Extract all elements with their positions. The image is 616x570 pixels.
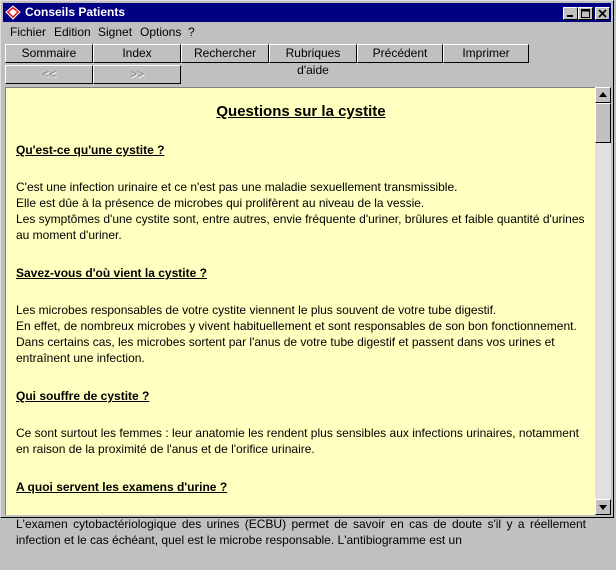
section-heading: Savez-vous d'où vient la cystite ? <box>16 266 207 280</box>
menu-help[interactable]: ? <box>188 25 195 39</box>
title-bar[interactable] <box>3 3 611 22</box>
rechercher-button[interactable]: Rechercher <box>181 44 269 63</box>
precedent-button[interactable]: Précédent <box>357 44 443 63</box>
rubriques-aide-button[interactable]: Rubriques d'aide <box>269 44 357 63</box>
index-button[interactable]: Index <box>93 44 181 63</box>
section-body: L'examen cytobactériologique des urines (ECBU) permet de savoir en cas de doute s'il y a réellement infection et le cas échéant, quel est le microbe responsable. L'antibiogramme est un <box>16 517 586 547</box>
scroll-up-button[interactable] <box>595 87 611 103</box>
maximize-button[interactable] <box>578 7 593 20</box>
menu-fichier[interactable]: Fichier <box>10 25 47 39</box>
close-button[interactable] <box>595 7 610 20</box>
section-body: Ce sont surtout les femmes : leur anatomie les rendent plus sensibles aux infections urinaires, notamment en raison de la proximité de l'anus et de l'orifice urinaire. <box>16 426 579 456</box>
window-title: Conseils Patients <box>25 5 126 19</box>
section-heading: Qu'est-ce qu'une cystite ? <box>16 143 165 157</box>
vertical-scrollbar[interactable] <box>595 87 611 515</box>
arrow-down-icon <box>596 501 610 518</box>
topic-content <box>5 87 595 547</box>
minimize-button[interactable] <box>563 7 578 20</box>
section-heading: A quoi servent les examens d'urine ? <box>16 480 228 494</box>
browse-back-button[interactable]: << <box>5 65 93 84</box>
scroll-thumb[interactable] <box>595 103 611 143</box>
browse-forward-button[interactable]: >> <box>93 65 181 84</box>
topic-document <box>16 88 586 570</box>
section-heading: Qui souffre de cystite ? <box>16 389 150 403</box>
imprimer-button[interactable]: Imprimer <box>443 44 529 63</box>
help-book-icon <box>6 5 21 20</box>
sommaire-button[interactable]: Sommaire <box>5 44 93 63</box>
topic-title: Questions sur la cystite <box>216 103 386 120</box>
scroll-down-button[interactable] <box>595 499 611 515</box>
section-body: Les microbes responsables de votre cystite viennent le plus souvent de votre tube digestif. En effet, de nombreux microbes y vivent habituellement et sont responsables de son bon fonctionnement. Dans certains cas, les microbes sortent par l'anus de votre tube digestif et passent dans vos urines et entraînent une infection. <box>16 303 577 365</box>
section-body: C'est une infection urinaire et ce n'est pas une maladie sexuellement transmissible. Elle est dûe à la présence de microbes qui prolifèrent au niveau de la vessie. Les symptômes d'une cystite sont, entre autres, envie fréquente d'uriner, brûlures et faible quantité d'urines au moment d'uriner. <box>16 180 585 242</box>
menu-edition[interactable]: Edition <box>54 25 91 39</box>
menu-signet[interactable]: Signet <box>98 25 133 39</box>
menu-options[interactable]: Options <box>140 25 182 39</box>
